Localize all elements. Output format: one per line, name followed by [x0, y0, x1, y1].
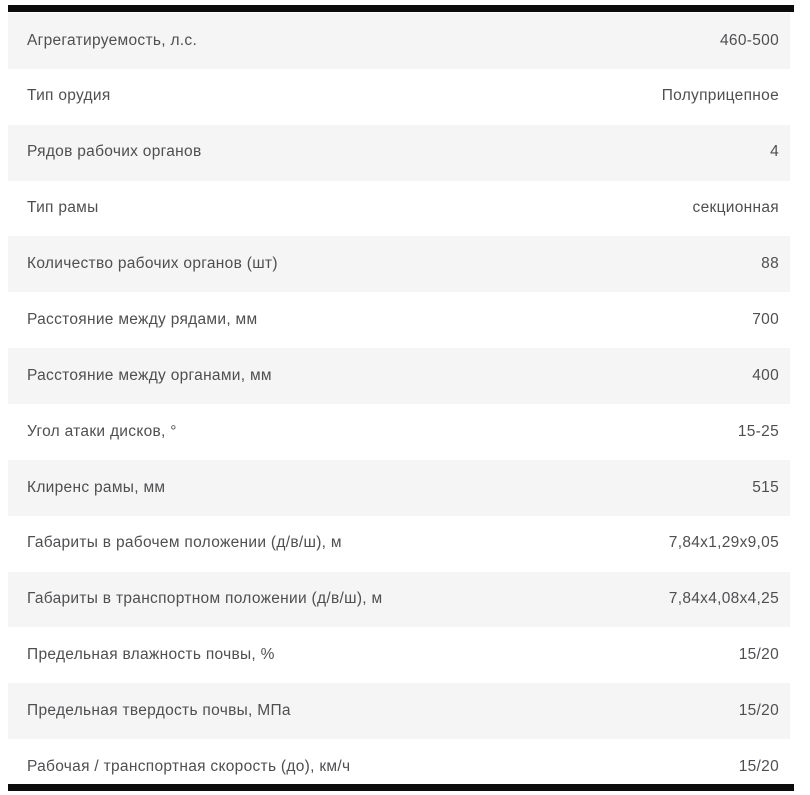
- spec-label: Агрегатируемость, л.с.: [27, 31, 198, 49]
- spec-value: 15/20: [738, 646, 779, 664]
- spec-label: Предельная влажность почвы, %: [27, 646, 275, 664]
- spec-label: Рабочая / транспортная скорость (до), км/ч: [27, 757, 351, 775]
- table-row: [8, 460, 790, 516]
- top-edge-bar: [8, 5, 794, 12]
- spec-value: 15/20: [738, 701, 779, 719]
- bottom-edge-bar: [8, 784, 794, 791]
- spec-label: Количество рабочих органов (шт): [27, 255, 278, 273]
- spec-label: Рядов рабочих органов: [27, 143, 202, 161]
- spec-label: Клиренс рамы, мм: [27, 478, 166, 496]
- spec-value: 515: [752, 478, 779, 496]
- spec-value: секционная: [692, 199, 779, 217]
- table-row: [8, 627, 790, 683]
- spec-value: 15-25: [737, 422, 779, 440]
- table-row: [8, 125, 790, 181]
- spec-value: 400: [752, 366, 779, 384]
- table-row: [8, 348, 790, 404]
- spec-value: 460-500: [720, 31, 779, 49]
- spec-label: Расстояние между органами, мм: [27, 366, 272, 384]
- spec-value: 7,84х1,29х9,05: [668, 534, 779, 552]
- spec-value: 88: [761, 255, 779, 273]
- spec-value: 7,84х4,08х4,25: [668, 590, 779, 608]
- spec-value: 700: [752, 310, 779, 328]
- specifications-table: [8, 13, 790, 795]
- spec-label: Габариты в транспортном положении (д/в/ш), м: [27, 590, 383, 608]
- spec-label: Тип рамы: [27, 199, 99, 217]
- table-row: [8, 69, 790, 125]
- table-row: [8, 572, 790, 628]
- table-row: [8, 236, 790, 292]
- spec-label: Расстояние между рядами, мм: [27, 310, 258, 328]
- table-row: [8, 13, 790, 69]
- table-row: [8, 516, 790, 572]
- spec-value: 4: [770, 143, 779, 161]
- spec-label: Габариты в рабочем положении (д/в/ш), м: [27, 534, 342, 552]
- spec-value: Полуприцепное: [661, 87, 779, 105]
- spec-value: 15/20: [738, 757, 779, 775]
- table-row: [8, 181, 790, 237]
- spec-label: Предельная твердость почвы, МПа: [27, 701, 291, 719]
- spec-label: Тип орудия: [27, 87, 111, 105]
- table-row: [8, 292, 790, 348]
- table-row: [8, 683, 790, 739]
- spec-label: Угол атаки дисков, °: [27, 422, 177, 440]
- table-row: [8, 404, 790, 460]
